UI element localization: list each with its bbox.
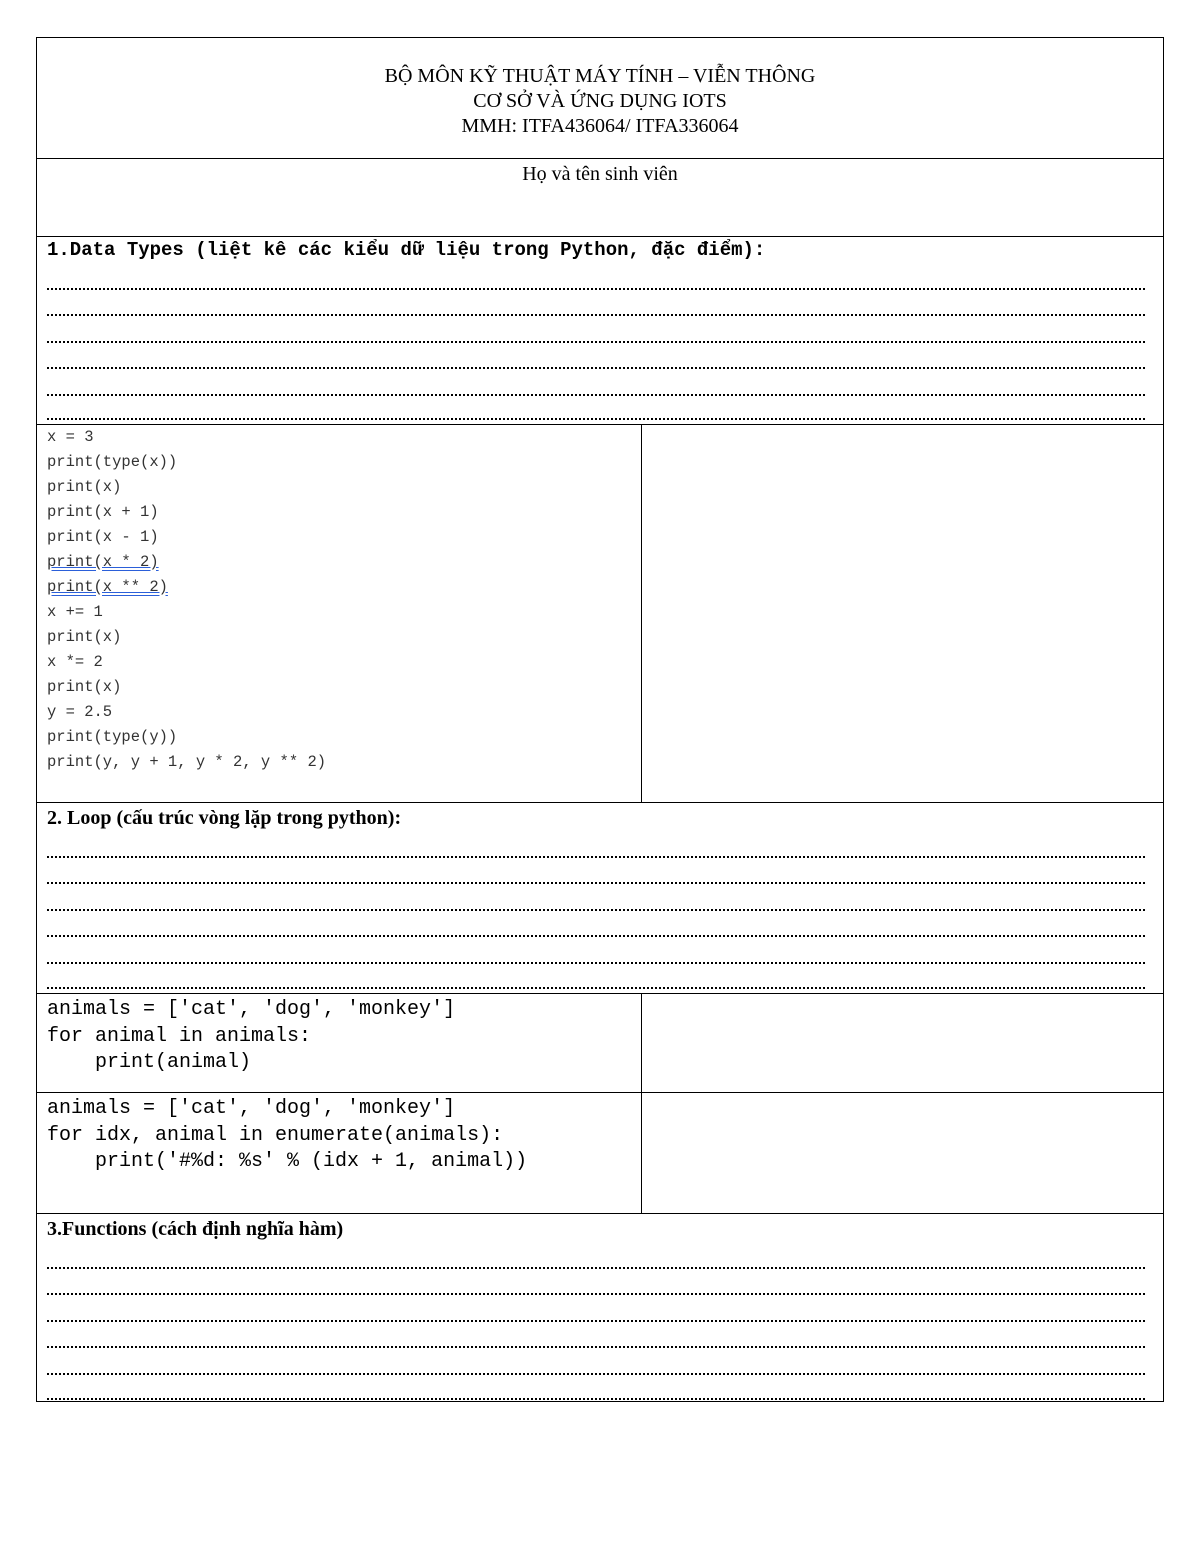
code-line: print('#%d: %s' % (idx + 1, animal)) — [47, 1150, 528, 1173]
section-3-title: 3.Functions (cách định nghĩa hàm) — [47, 1218, 344, 1240]
answer-line — [47, 1322, 1145, 1349]
code-line: animals = ['cat', 'dog', 'monkey'] — [47, 998, 456, 1021]
data-types-answer-box[interactable] — [642, 425, 1163, 802]
section-1-title: 1.Data Types (liệt kê các kiểu dữ liệu trong Python, đặc điểm): — [47, 239, 766, 261]
answer-line — [47, 1242, 1145, 1269]
data-types-code-row — [37, 425, 1163, 803]
answer-line — [47, 369, 1145, 396]
answer-line — [47, 964, 1145, 989]
code-line: print(x - 1) — [47, 528, 159, 546]
student-name-row — [37, 159, 1163, 237]
answer-line — [47, 316, 1145, 343]
loop-code-2 — [37, 1093, 642, 1213]
answer-line — [47, 343, 1145, 370]
loop-code-row-1 — [37, 994, 1163, 1093]
answer-line — [47, 884, 1145, 911]
code-line: animals = ['cat', 'dog', 'monkey'] — [47, 1097, 456, 1120]
answer-line — [47, 1269, 1145, 1296]
answer-line — [47, 263, 1145, 290]
answer-line — [47, 396, 1145, 420]
code-line: print(x * 2) — [47, 553, 159, 571]
answer-line — [47, 1295, 1145, 1322]
course-title: CƠ SỞ VÀ ỨNG DỤNG IOTS — [473, 90, 727, 112]
loop-answer-box-2[interactable] — [642, 1093, 1163, 1213]
code-line: print(type(x)) — [47, 453, 178, 471]
loop-answer-box-1[interactable] — [642, 994, 1163, 1092]
data-types-code — [37, 425, 642, 802]
header-block — [37, 38, 1163, 159]
code-line: print(x ** 2) — [47, 578, 168, 596]
answer-line — [47, 937, 1145, 964]
course-code: MMH: ITFA436064/ ITFA336064 — [461, 115, 739, 137]
section-functions — [37, 1214, 1163, 1401]
code-line: print(animal) — [47, 1051, 252, 1074]
section-2-title: 2. Loop (cấu trúc vòng lặp trong python): — [47, 807, 402, 829]
code-line: print(x) — [47, 678, 122, 696]
code-line: x += 1 — [47, 603, 103, 621]
answer-line — [47, 1348, 1145, 1375]
answer-line — [47, 858, 1145, 885]
department-title: BỘ MÔN KỸ THUẬT MÁY TÍNH – VIỄN THÔNG — [384, 65, 816, 87]
answer-line — [47, 290, 1145, 317]
section-loop — [37, 803, 1163, 994]
worksheet — [36, 37, 1164, 1402]
section-data-types — [37, 237, 1163, 425]
answer-line — [47, 1375, 1145, 1400]
student-name-label: Họ và tên sinh viên — [522, 163, 678, 185]
code-line: x = 3 — [47, 428, 94, 446]
answer-line — [47, 831, 1145, 858]
code-line: x *= 2 — [47, 653, 103, 671]
loop-code-1 — [37, 994, 642, 1092]
code-line: print(x) — [47, 628, 122, 646]
loop-code-row-2 — [37, 1093, 1163, 1214]
answer-line — [47, 911, 1145, 938]
code-line: y = 2.5 — [47, 703, 113, 721]
code-line: print(y, y + 1, y * 2, y ** 2) — [47, 753, 327, 771]
code-line: print(type(y)) — [47, 728, 178, 746]
code-line: for idx, animal in enumerate(animals): — [47, 1123, 504, 1147]
code-line: for animal in animals: — [47, 1024, 312, 1048]
code-line: print(x + 1) — [47, 503, 159, 521]
code-line: print(x) — [47, 478, 122, 496]
